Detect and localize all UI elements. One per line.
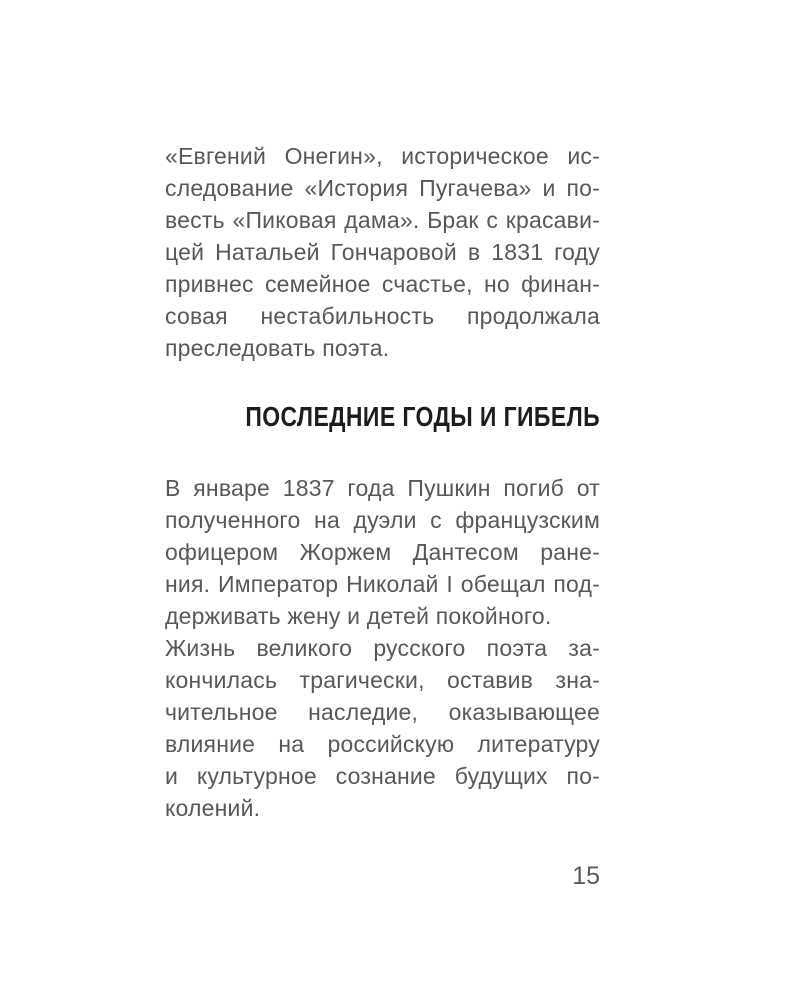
paragraph-biography-works	[165, 140, 600, 364]
text-line: В январе 1837 года Пушкин погиб от	[165, 475, 600, 501]
text-line: «Евгений Онегин», историческое ис-	[165, 143, 600, 169]
text-line: колений.	[165, 795, 261, 821]
text-line: следование «История Пугачева» и по-	[165, 175, 600, 201]
paragraph-legacy	[165, 632, 600, 824]
text-line: весть «Пиковая дама». Брак с красави-	[165, 207, 600, 233]
text-line: держивать жену и детей покойного.	[165, 603, 552, 629]
page-number: 15	[572, 862, 600, 890]
text-line: кончилась трагически, оставив зна-	[165, 667, 600, 693]
text-line: совая нестабильность продолжала	[165, 303, 600, 329]
section-heading: ПОСЛЕДНИЕ ГОДЫ И ГИБЕЛЬ	[245, 401, 600, 432]
text-line: офицером Жоржем Дантесом ране-	[165, 539, 600, 565]
text-line: влияние на российскую литературу	[165, 731, 600, 757]
text-block	[165, 140, 600, 824]
text-line: полученного на дуэли с французским	[165, 507, 600, 533]
text-line: привнес семейное счастье, но финан-	[165, 271, 600, 297]
text-line: чительное наследие, оказывающее	[165, 699, 600, 725]
paragraph-duel-death	[165, 472, 600, 632]
text-line: Жизнь великого русского поэта за-	[165, 635, 600, 661]
text-line: цей Натальей Гончаровой в 1831 году	[165, 239, 600, 265]
text-line: преследовать поэта.	[165, 335, 390, 361]
text-line: и культурное сознание будущих по-	[165, 763, 600, 789]
text-line: ния. Император Николай I обещал под-	[165, 571, 600, 597]
